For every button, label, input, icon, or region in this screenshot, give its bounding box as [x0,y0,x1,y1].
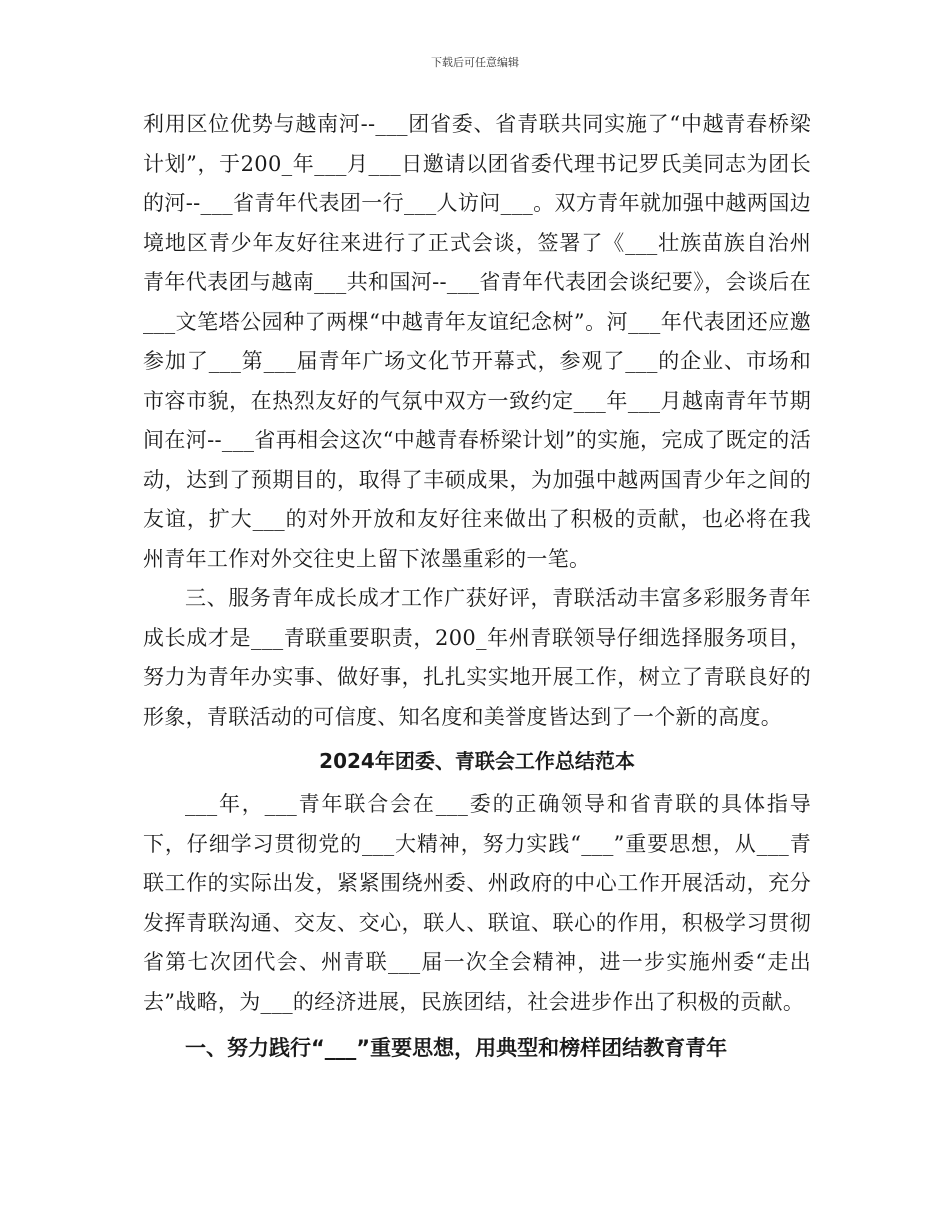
section-heading: 一、努力践行“___”重要思想，用典型和榜样团结教育青年 [185,1036,728,1060]
document-title: 2024年团委、青联会工作总结范本 [319,749,635,773]
document-body [143,105,811,1068]
intro-paragraph: ___年，___青年联合会在___委的正确领导和省青联的具体指导下，仔细学习贯彻党的___大精神，努力实践“___”重要思想，从___青联工作的实际出发，紧紧围绕州委、州政府的中心工作开展活动，充分发挥青联沟通、交友、交心，联人、联谊、联心的作用，积极学习贯彻省第七次团代会、州青联___届一次全会精神，进一步实施州委“走出去”战略，为___的经济进展，民族团结，社会进步作出了积极的贡献。 [143,792,811,1014]
page-header: 下载后可任意编辑 [431,56,519,69]
body-paragraph: 三、服务青年成长成才工作广获好评，青联活动丰富多彩服务青年成长成才是___青联重要职责，200_年州青联领导仔细选择服务项目，努力为青年办实事、做好事，扎扎实实地开展工作，树立了青联良好的形象，青联活动的可信度、知名度和美誉度皆达到了一个新的高度。 [143,586,811,729]
body-paragraph: 利用区位优势与越南河--___团省委、省青联共同实施了“中越青春桥梁计划”，于200_年___月___日邀请以团省委代理书记罗氏美同志为团长的河--___省青年代表团一行___人访问___。双方青年就加强中越两国边境地区青少年友好往来进行了正式会谈，签署了《___壮族苗族自治州青年代表团与越南___共和国河--___省青年代表团会谈纪要》，会谈后在___文笔塔公园种了两棵“中越青年友谊纪念树”。河___年代表团还应邀参加了___第___届青年广场文化节开幕式，参观了___的企业、市场和市容市貌，在热烈友好的气氛中双方一致约定___年___月越南青年节期间在河--___省再相会这次“中越青春桥梁计划”的实施，完成了既定的活动，达到了预期目的，取得了丰硕成果，为加强中越两国青少年之间的友谊，扩大___的对外开放和友好往来做出了积极的贡献，也必将在我州青年工作对外交往史上留下浓墨重彩的一笔。 [143,112,811,571]
